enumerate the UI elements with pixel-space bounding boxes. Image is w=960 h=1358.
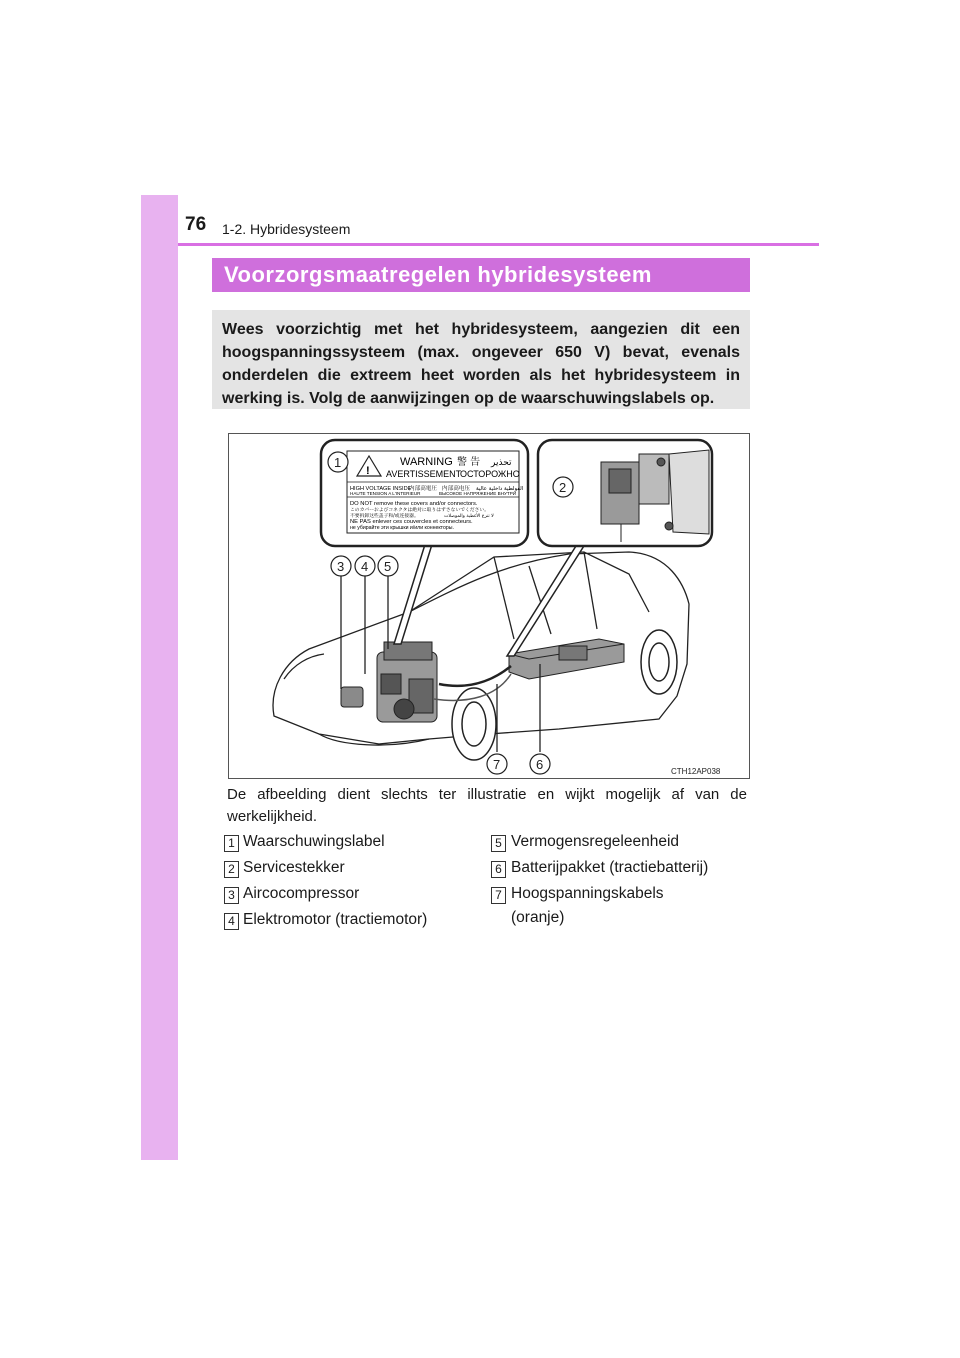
- label-hv-ar: الفولطية داخلية عالية: [476, 486, 524, 492]
- legend-num-2: 2: [224, 861, 239, 878]
- legend-label-2: Servicestekker: [243, 859, 345, 876]
- legend-label-7: Hoogspanningskabels: [511, 885, 664, 902]
- hv-cable: [439, 666, 511, 686]
- header-rule: [178, 243, 819, 246]
- label-ostorozhno: ОСТОРОЖНО: [460, 469, 520, 479]
- label-warning: WARNING: [400, 456, 453, 468]
- label-cn-line: 不要拆卸这些盖子和/或连接器。: [350, 514, 419, 519]
- svg-text:!: !: [366, 465, 370, 477]
- legend-num-5: 5: [491, 835, 506, 852]
- intro-line: Wees voorzichtig met het hybridesysteem, aangezien dit een: [222, 321, 740, 338]
- label-jp-line: このカバーおよびコネクタは絶対に取りはずさないでください。: [350, 508, 490, 513]
- engine-block: [377, 642, 437, 722]
- battery-pack: [509, 639, 624, 679]
- ac-compressor-shape: [341, 687, 363, 707]
- label-warning-ar: تحذير: [491, 458, 512, 468]
- callout-2: 2: [559, 480, 567, 495]
- label-ne-pas: NE PAS enlever ces couvercles et connecteurs.: [350, 519, 473, 525]
- legend-num-4: 4: [224, 913, 239, 930]
- label-hv-cn: 内部高电压: [442, 486, 470, 492]
- car-illustration: [229, 434, 750, 779]
- section-title: Voorzorgsmaatregelen hybridesysteem: [212, 258, 750, 292]
- hybrid-system-figure: [228, 433, 750, 779]
- figure-code: CTH12AP038: [671, 767, 721, 776]
- label-ru-line: не убирайте эти крышки и/или коннекторы.: [350, 525, 454, 531]
- callout-7: 7: [493, 757, 501, 772]
- legend-num-7: 7: [491, 887, 506, 904]
- figure-caption: [227, 784, 747, 828]
- callout-5: 5: [384, 559, 392, 574]
- intro-line: werking is. Volg de aanwijzingen op de waarschuwingslabels op.: [222, 390, 715, 407]
- label-hv-ru: ВЫСОКОЕ НАПРЯЖЕНИЕ ВНУТРИ: [439, 491, 517, 496]
- intro-line: hoogspanningssysteem (max. ongeveer 650 V) bevat, evenals: [222, 344, 740, 361]
- chapter-side-band: [141, 195, 178, 1160]
- page-number: 76: [185, 214, 207, 235]
- callout-6: 6: [536, 757, 544, 772]
- legend-label-6: Batterijpakket (tractiebatterij): [511, 859, 709, 876]
- label-warning-jp: 警 告: [457, 457, 481, 468]
- legend-label-3: Aircocompressor: [243, 885, 360, 902]
- label-avertissement: AVERTISSEMENT: [386, 469, 462, 479]
- legend-num-6: 6: [491, 861, 506, 878]
- legend-label-4: Elektromotor (tractiemotor): [243, 911, 428, 928]
- legend-label-5: Vermogensregeleenheid: [511, 833, 680, 850]
- callout-1: 1: [334, 455, 342, 470]
- legend-num-3: 3: [224, 887, 239, 904]
- caption-line: De afbeelding dient slechts ter illustratie en wijkt mogelijk af van de: [227, 786, 747, 803]
- label-haute-tension: HAUTE TENSION A L'INTERIEUR: [350, 491, 421, 496]
- label-ar-line: لا تنزع الأغطية والموصلات: [444, 514, 494, 519]
- label-high-voltage: HIGH VOLTAGE INSIDE: [350, 486, 412, 492]
- intro-line: onderdelen die extreem heet worden als het hybridesysteem in: [222, 367, 740, 384]
- callout-3: 3: [337, 559, 345, 574]
- legend-label-1: Waarschuwingslabel: [243, 833, 385, 850]
- caption-line: werkelijkheid.: [227, 808, 318, 825]
- legend-num-1: 1: [224, 835, 239, 852]
- label-hv-jp: 内部高電圧: [409, 486, 437, 492]
- section-label: 1-2. Hybridesysteem: [222, 221, 351, 237]
- callout-4: 4: [361, 559, 369, 574]
- legend-label-7-cont: (oranje): [511, 909, 565, 926]
- label-do-not: DO NOT remove these covers and/or connectors.: [350, 501, 478, 507]
- intro-box: [212, 310, 750, 409]
